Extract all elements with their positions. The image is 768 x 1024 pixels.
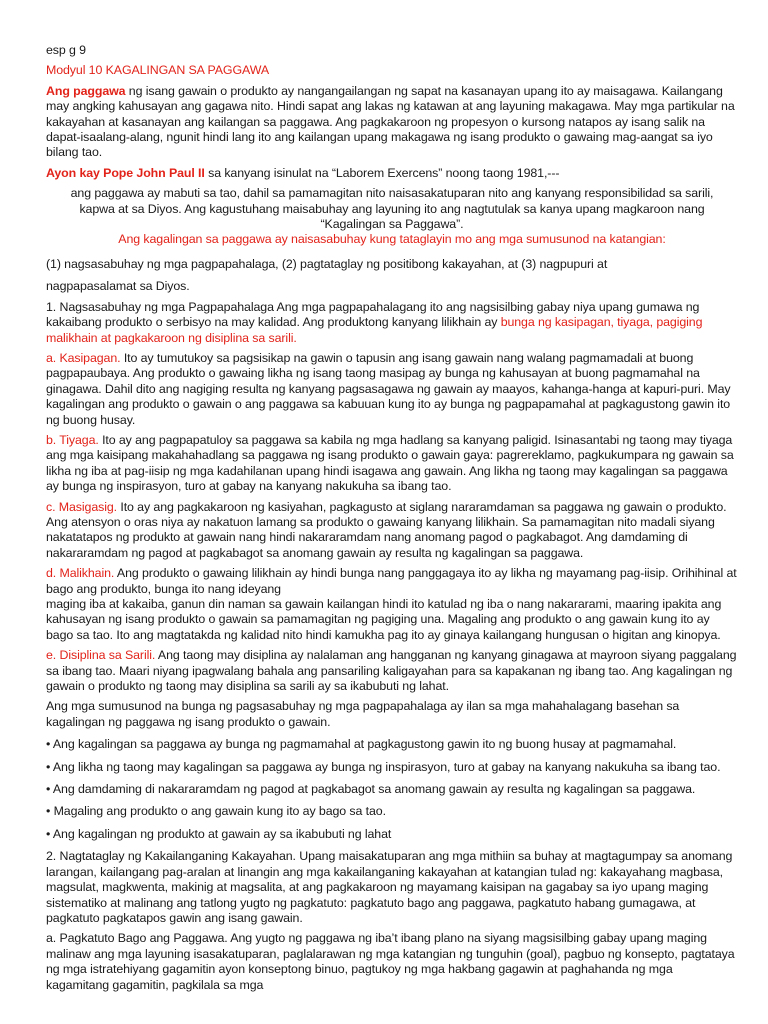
item-d-cont: maging iba at kakaiba, ganun din naman sa gawain kailangan hindi ito katulad ng iba o nang nakararami, maaring ipakita ang kahusayan ng isang produkto o gawain sa pamamagitan ng pagiging una. Magaling ang produkto o ang gawain kung ito ay bago sa tao. Ito ang magtatakda ng kalidad nito hindi kamukha pag ito ay ginaya kailangang hungusan o higitan ang kinopya.: [46, 597, 722, 642]
item-e-label: e. Disiplina sa Sarili.: [46, 648, 156, 663]
item-a-label: a. Kasipagan.: [46, 350, 121, 365]
item-c-text: Ito ay ang pagkakaroon ng kasiyahan, pagkagusto at siglang nararamdaman sa paggawa ng gawain o produkto. Ang atensyon o oras niya ay nakatuon lamang sa produkto o gawaing kanyang lilikhain. Sa pamamagitan nito madali siyang nakatatapos ng produkto at gawain nang hindi nakararamdam nang anomang pagod o pagkabagot. Ang damdaming di nakararamdam ng pagod at pagkabagot sa anomang gawain ay resulta ng kagalingan sa paggawa.: [46, 499, 727, 560]
intro-paragraph: [46, 84, 738, 161]
section-2a: a. Pagkatuto Bago ang Paggawa. Ang yugto ng paggawa ng iba’t ibang plano na siyang magsisilbing gabay upang maging malinaw ang mga layuning isasakatuparan, paglalarawan ng mga katangian ng tunguhin (goal), pagbuo ng konsepto, pagtataya ng mga istratehiyang gagamitin ayon konseptong binuo, pagtukoy ng mga hakbang gagawin at paghahanda ng mga kagamitang gagamitin, pagkilala sa mga: [46, 931, 735, 992]
pope-term: Ayon kay Pope John Paul II: [46, 165, 205, 180]
item-c: [46, 500, 738, 562]
module-title: Modyul 10 KAGALINGAN SA PAGGAWA: [46, 63, 269, 78]
quote-paragraph: ang paggawa ay mabuti sa tao, dahil sa pamamagitan nito naisasakatuparan nito ang kanyang responsibilidad sa sarili, kapwa at sa Diyos. Ang kagustuhang maisabuhay ang layuning ito ang nagtutulak sa kanya upang magkaroon nang “Kagalingan sa Paggawa”.: [70, 186, 714, 232]
item-b-text: Ito ay ang pagpapatuloy sa paggawa sa kabila ng mga hadlang sa kanyang paligid. Isinasantabi ng taong may tiyaga ang mga kaisipang makahahadlang sa paggawa ng isang produkto o gawain gaya: pagrereklamo, pagkukumpara ng gawain sa likha ng iba at pag-iisip ng mga kadahilanan upang hindi isagawa ang gawain. Ang likha ng taong may kagalingan sa paggawa ay bunga ng inspirasyon, turo at gabay na kanyang nakukuha sa ibang tao.: [46, 432, 734, 494]
bullet-3: • Ang damdaming di nakararamdam ng pagod at pagkabagot sa anomang gawain ay resulta ng kagalingan sa paggawa.: [46, 782, 696, 797]
item-a-text: Ito ay tumutukoy sa pagsisikap na gawin o tapusin ang isang gawain nang walang pagmamadali at buong pagpapaubaya. Ang produkto o gawaing likha ng isang taong masipag ay bunga ng kahusayan at buong pagmamahal na ginagawa. Dahil dito ang nagiging resulta ng kanyang pagsasagawa ng gawain ay maayos, kahanga-hanga at kapuri-puri. May kagalingan ang produkto o gawain o ang paggawa sa kabuuan kung ito ay bunga ng pagpapamahal at pagkagustong gawin ito ng buong husay.: [46, 350, 731, 427]
item-d: [46, 566, 738, 597]
bullet-4: • Magaling ang produkto o ang gawain kung ito ay bago sa tao.: [46, 804, 386, 819]
item-c-label: c. Masigasig.: [46, 499, 118, 514]
item-e-text: Ang taong may disiplina ay nalalaman ang hangganan ng kanyang ginagawa at mayroon siyang paggalang sa ibang tao. Maari niyang ipagwalang bahala ang pansariling kaligayahan para sa kapakanan ng ibang tao. Ang kagalingan ng gawain o produkto ng taong may disiplina sa sarili ay sa ikabubuti ng lahat.: [46, 648, 737, 694]
bullet-2: • Ang likha ng taong may kagalingan sa paggawa ay bunga ng inspirasyon, turo at gabay na kanyang nakukuha sa ibang tao.: [46, 759, 721, 774]
item-d-text: Ang produkto o gawaing lilikhain ay hindi bunga nang panggagaya ito ay likha ng mayamang pag-iisip. Orihihinal at bago ang produkto, bunga ito nang ideyang: [46, 566, 737, 596]
qualities-list: (1) nagsasabuhay ng mga pagpapahalaga, (2) pagtataglay ng positibong kakayahan, at (3) nagpupuri at: [46, 256, 608, 271]
doc-header: esp g 9: [46, 43, 86, 57]
item-a: [46, 351, 738, 428]
item-e: [46, 648, 738, 694]
intro-term: Ang paggawa: [46, 83, 126, 98]
item-b: [46, 433, 738, 495]
pope-paragraph: [46, 166, 738, 181]
summary-paragraph: Ang mga sumusunod na bunga ng pagsasabuhay ng mga pagpapahalaga ay ilan sa mga mahahalagang basehan sa kagalingan ng paggawa ng isang produkto o gawain.: [46, 699, 680, 729]
section-2: 2. Nagtataglay ng Kakailanganing Kakayahan. Upang maisakatuparan ang mga mithiin sa buhay at magtagumpay sa anomang larangan, kailangang pag-aralan at linangin ang mga kakailanganing kakayahan at katangian tulad ng: kakayahang magbasa, magsulat, magkwenta, makinig at magsalita, at ang pagkakaroon ng mayamang kaisipan na gagabay sa iyo upang maging sistematiko at malinang ang tatlong yugto ng pagkatuto: pagkatuto bago ang paggawa, pagkatuto habang gumagawa, at pagkatuto pagkatapos gawin ang isang gawain.: [46, 849, 733, 925]
section-1-text: 1. Nagsasabuhay ng mga Pagpapahalaga Ang mga pagpapahalagang ito ang nagsisilbing gabay niya upang gumawa ng kakaibang produkto o serbisyo na may kalidad. Ang produktong kanyang lilikhain ay: [46, 299, 700, 330]
quote-red-line: Ang kagalingan sa paggawa ay naisasabuhay kung tataglayin mo ang mga sumusunod na katangian:: [118, 232, 666, 247]
section-1-red: bunga ng kasipagan, tiyaga, pagiging malikhain at pagkakaroon ng disiplina sa sarili.: [46, 315, 703, 345]
intro-text: ng isang gawain o produkto ay nangangailangan ng sapat na kasanayan upang ito ay maisagawa. Kailangang may angking kahusayan ang gagawa nito. Hindi sapat ang lakas ng katawan at ang layuning makagawa. May mga partikular na kakayahan at kasanayan ang kailangan sa paggawa. Ang pagkakaroon ng propesyon o kursong natapos ay isang salik na dapat-isaalang-alang, ngunit hindi lang ito ang kailangan upang makagawa ng isang produkto o gawaing mag-aangat sa iyo bilang tao.: [46, 83, 735, 160]
pope-text: sa kanyang isinulat na “Laborem Exercens” noong taong 1981,---: [204, 165, 560, 180]
bullet-1: • Ang kagalingan sa paggawa ay bunga ng pagmamahal at pagkagustong gawin ito ng buong husay at pagmamahal.: [46, 737, 677, 752]
qualities-list-cont: nagpapasalamat sa Diyos.: [46, 279, 190, 294]
section-1: [46, 300, 738, 346]
bullet-5: • Ang kagalingan ng produkto at gawain ay sa ikabubuti ng lahat: [46, 826, 392, 841]
item-b-label: b. Tiyaga.: [46, 432, 99, 447]
item-d-label: d. Malikhain.: [46, 566, 115, 581]
